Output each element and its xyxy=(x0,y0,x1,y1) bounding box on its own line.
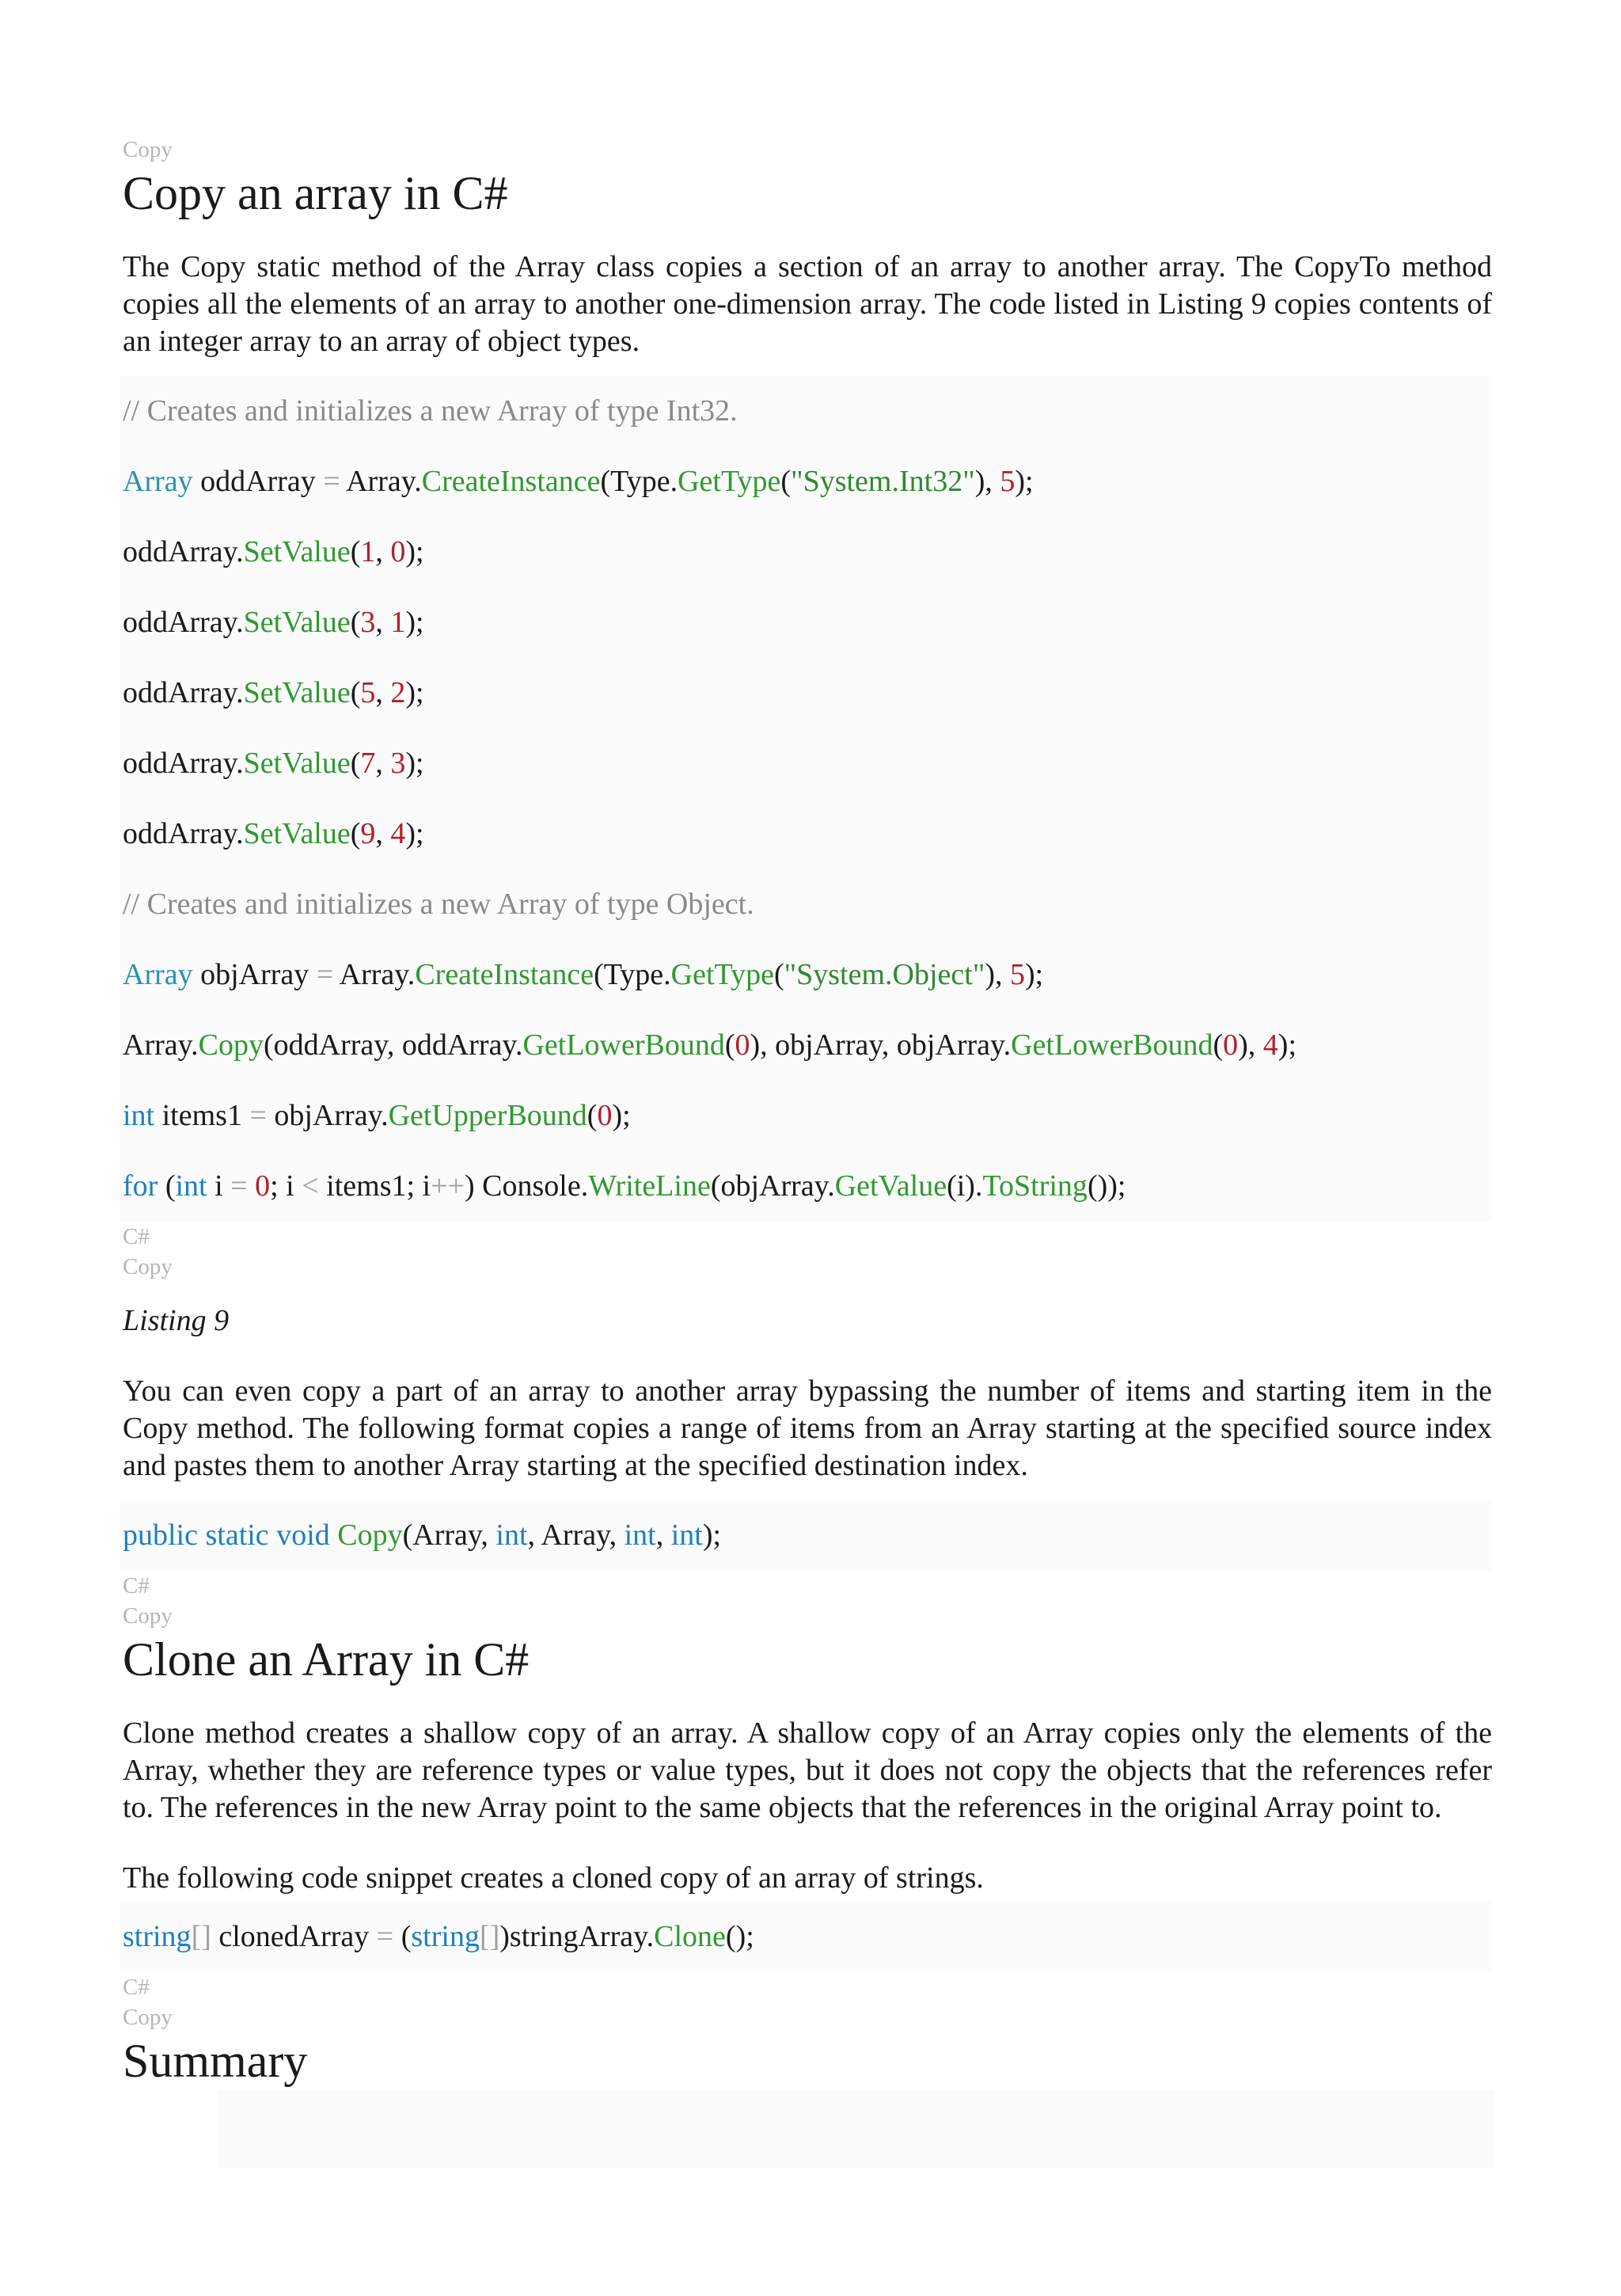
code-token: ); xyxy=(1277,1028,1297,1062)
listing-caption: Listing 9 xyxy=(123,1304,230,1337)
code-token xyxy=(269,1519,277,1552)
code-token: string xyxy=(123,1920,192,1953)
code-token: ), xyxy=(974,465,1000,498)
code-token: , Array, xyxy=(527,1519,624,1552)
code-token: GetValue xyxy=(834,1169,947,1203)
code-token: 5 xyxy=(1010,958,1025,991)
code-line xyxy=(123,1151,1492,1222)
code-token: "System.Object" xyxy=(784,958,985,991)
code-token: , xyxy=(375,747,391,780)
copy-array-paragraph: The Copy static method of the Array class copies a section of an array to another array. The CopyTo method copies all the elements of an array to another one-dimension array. The code listed in Listing 9 copies contents of an integer array to an array of object types. xyxy=(123,250,1492,358)
code-block-listing-9 xyxy=(120,376,1492,1222)
code-token xyxy=(330,1519,338,1552)
code-token: ( xyxy=(393,1920,412,1953)
code-token: < xyxy=(302,1169,319,1203)
code-token: items1 xyxy=(154,1099,250,1132)
code-token: int xyxy=(495,1519,528,1552)
code-token: 1 xyxy=(360,535,376,568)
code-token: GetType xyxy=(678,465,781,498)
code-token: static xyxy=(205,1519,269,1552)
code-token: 0 xyxy=(390,535,406,568)
code-line xyxy=(123,658,1492,728)
code-token: ( xyxy=(780,465,792,498)
code-token: (Array, xyxy=(402,1519,496,1552)
code-token: , xyxy=(375,535,391,568)
code-token: 2 xyxy=(390,676,406,709)
code-line xyxy=(123,869,1492,940)
code-line xyxy=(123,799,1492,869)
code-token: SetValue xyxy=(243,817,351,850)
code-token: 4 xyxy=(390,817,406,850)
code-token: (objArray. xyxy=(710,1169,835,1203)
code-token: 1 xyxy=(390,606,406,639)
code-token: ( xyxy=(350,676,361,709)
code-line xyxy=(123,587,1492,658)
code-line xyxy=(123,1081,1492,1151)
code-token: ); xyxy=(405,606,424,639)
code-token: 0 xyxy=(597,1099,613,1132)
code-token: ); xyxy=(702,1519,722,1552)
code-token: ()); xyxy=(1087,1169,1126,1203)
copy-code-button[interactable]: Copy xyxy=(123,1603,173,1629)
code-token: ), xyxy=(1238,1028,1263,1062)
code-token: ), xyxy=(985,958,1010,991)
code-token: ); xyxy=(405,535,424,568)
code-token: string xyxy=(411,1920,480,1953)
code-token xyxy=(248,1169,256,1203)
code-line xyxy=(123,1500,1492,1571)
section-title-clone-array: Clone an Array in C# xyxy=(123,1633,530,1686)
code-block-clone xyxy=(120,1902,1492,1972)
code-token: = xyxy=(316,958,334,991)
code-token: void xyxy=(276,1519,330,1552)
copy-range-paragraph: You can even copy a part of an array to another array bypassing the number of items and starting item in the Copy method. The following format copies a range of items from an Array starting at the specified source index and pastes them to another Array starting at the specified destination index. xyxy=(123,1374,1492,1482)
code-token: , xyxy=(375,817,391,850)
code-token: = xyxy=(249,1099,267,1132)
code-token: 5 xyxy=(1000,465,1015,498)
code-token: = xyxy=(376,1920,394,1953)
document-page xyxy=(123,0,1492,2169)
code-token: int xyxy=(670,1519,703,1552)
code-block-copy-signature xyxy=(120,1500,1492,1571)
code-token: Clone xyxy=(654,1920,726,1953)
copy-code-button[interactable]: Copy xyxy=(123,2005,173,2030)
code-token: Array xyxy=(123,465,193,498)
code-token: objArray xyxy=(192,958,317,991)
code-token: CreateInstance xyxy=(415,958,594,991)
code-token: oddArray. xyxy=(123,535,244,568)
code-token: // Creates and initializes a new Array of type Object. xyxy=(123,888,754,921)
code-token: objArray. xyxy=(266,1099,389,1132)
code-token: 5 xyxy=(360,676,376,709)
code-token: ); xyxy=(405,817,424,850)
code-line xyxy=(123,1902,1492,1972)
code-token: oddArray. xyxy=(123,817,244,850)
code-token: SetValue xyxy=(243,747,351,780)
code-token: 3 xyxy=(390,747,406,780)
code-line xyxy=(123,728,1492,799)
code-token: ( xyxy=(350,535,361,568)
code-token: ) Console. xyxy=(464,1169,589,1203)
code-token: oddArray. xyxy=(123,606,244,639)
code-token: ++ xyxy=(431,1169,465,1203)
code-token: 0 xyxy=(1223,1028,1239,1062)
code-token: 4 xyxy=(1262,1028,1278,1062)
copy-code-button[interactable]: Copy xyxy=(123,1254,173,1279)
section-title-copy-array: Copy an array in C# xyxy=(123,167,508,219)
code-token: Array. xyxy=(340,465,422,498)
code-token: Array. xyxy=(333,958,416,991)
code-token: CreateInstance xyxy=(421,465,601,498)
clone-snippet-intro: The following code snippet creates a cloned copy of an array of strings. xyxy=(123,1861,984,1895)
code-token: 7 xyxy=(360,747,376,780)
code-token: int xyxy=(123,1099,155,1132)
code-token: GetLowerBound xyxy=(1011,1028,1213,1062)
code-token: 0 xyxy=(255,1169,271,1203)
code-token: ( xyxy=(350,747,361,780)
code-token: items1; i xyxy=(318,1169,431,1203)
code-token: (Type. xyxy=(600,465,678,498)
code-token: ( xyxy=(773,958,784,991)
code-token: GetUpperBound xyxy=(388,1099,587,1132)
code-token: ); xyxy=(405,676,424,709)
code-token: ), objArray, objArray. xyxy=(750,1028,1012,1062)
code-language-label: C# xyxy=(123,1224,150,1249)
code-language-label: C# xyxy=(123,1975,150,2000)
code-token: int xyxy=(624,1519,656,1552)
code-token: 3 xyxy=(360,606,376,639)
code-token: 0 xyxy=(735,1028,750,1062)
clone-array-paragraph: Clone method creates a shallow copy of an array. A shallow copy of an Array copies only the elements of the Array, whether they are reference types or value types, but it does not copy the objects that the references refer to. The references in the new Array point to the same objects that the references in the original Array point to. xyxy=(123,1716,1492,1824)
code-token: oddArray. xyxy=(123,747,244,780)
code-token: ( xyxy=(587,1099,598,1132)
code-language-label: C# xyxy=(123,1573,150,1598)
code-token: SetValue xyxy=(243,676,351,709)
code-token: , xyxy=(655,1519,671,1552)
code-token: Copy xyxy=(337,1519,403,1552)
code-token: , xyxy=(375,606,391,639)
code-token: oddArray. xyxy=(123,676,244,709)
summary-background xyxy=(218,2089,1495,2169)
code-token: "System.Int32" xyxy=(791,465,975,498)
code-token: (); xyxy=(725,1920,754,1953)
code-token: ( xyxy=(350,606,361,639)
code-token: ); xyxy=(405,747,424,780)
code-token: ); xyxy=(612,1099,631,1132)
code-token: ); xyxy=(1015,465,1034,498)
code-token: ( xyxy=(350,817,361,850)
code-token: (i). xyxy=(947,1169,983,1203)
section-title-summary: Summary xyxy=(123,2035,308,2087)
code-token: ( xyxy=(158,1169,176,1203)
code-token: Array. xyxy=(123,1028,199,1062)
code-token: ); xyxy=(1025,958,1044,991)
code-token: )stringArray. xyxy=(499,1920,655,1953)
code-line xyxy=(123,1010,1492,1081)
code-token: SetValue xyxy=(243,535,351,568)
code-token: i xyxy=(207,1169,231,1203)
copy-link[interactable]: Copy xyxy=(123,137,173,162)
code-token: for xyxy=(123,1169,158,1203)
code-token: [] xyxy=(191,1920,211,1953)
code-line xyxy=(123,447,1492,517)
code-token: public xyxy=(123,1519,198,1552)
code-token: = xyxy=(230,1169,248,1203)
code-token: ( xyxy=(724,1028,735,1062)
code-token: GetType xyxy=(670,958,774,991)
code-token: (oddArray, oddArray. xyxy=(264,1028,523,1062)
code-token: oddArray xyxy=(192,465,324,498)
code-token: = xyxy=(323,465,340,498)
code-token: int xyxy=(175,1169,207,1203)
code-line xyxy=(123,940,1492,1010)
code-token: GetLowerBound xyxy=(522,1028,725,1062)
code-token: clonedArray xyxy=(211,1920,377,1953)
code-token: ; i xyxy=(270,1169,302,1203)
code-line xyxy=(123,517,1492,587)
code-token: Array xyxy=(123,958,193,991)
code-token: WriteLine xyxy=(588,1169,711,1203)
code-token: 9 xyxy=(360,817,376,850)
code-token: // Creates and initializes a new Array of type Int32. xyxy=(123,394,738,428)
code-token: SetValue xyxy=(243,606,351,639)
code-token: ToString xyxy=(982,1169,1088,1203)
code-token: Copy xyxy=(198,1028,264,1062)
code-line xyxy=(123,376,1492,447)
code-token: , xyxy=(375,676,391,709)
code-token: ( xyxy=(1213,1028,1224,1062)
code-token: (Type. xyxy=(594,958,671,991)
code-token: [] xyxy=(479,1920,500,1953)
